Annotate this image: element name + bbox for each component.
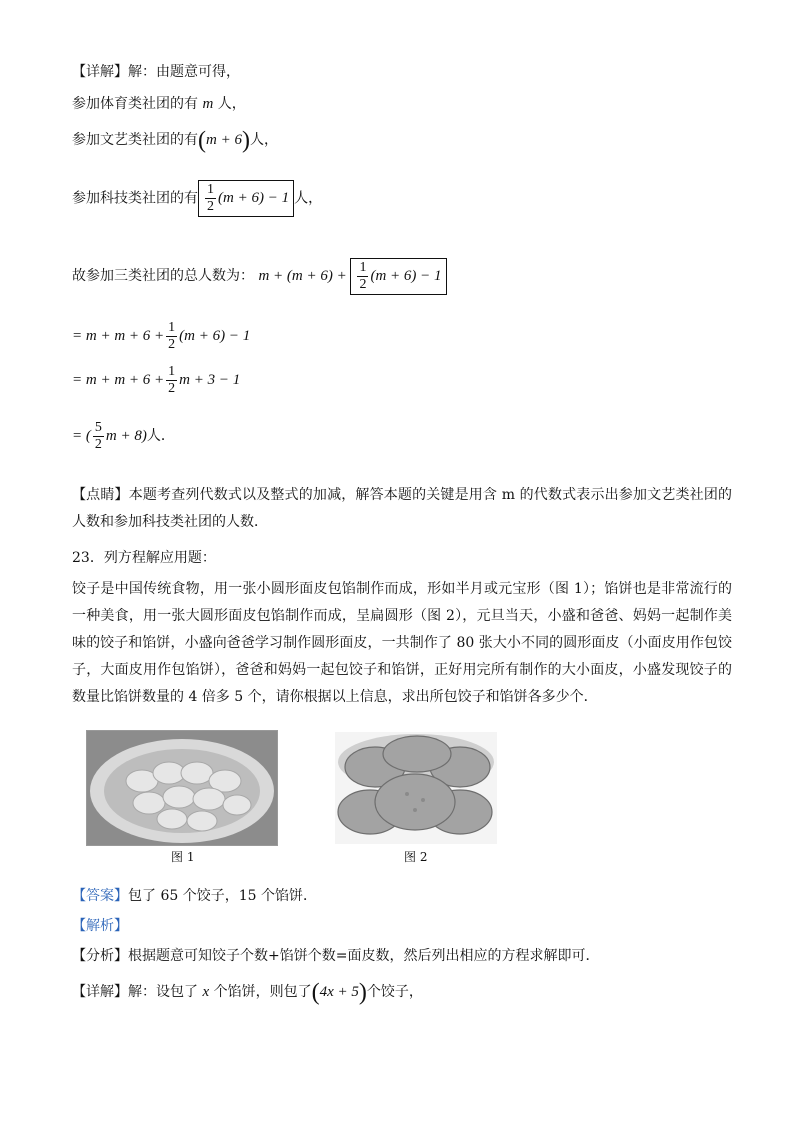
detail2-expr: (4x + 5) xyxy=(311,979,367,1006)
dumplings-image xyxy=(87,731,277,845)
q23-body: 饺子是中国传统食物，用一张小圆形面皮包馅制作而成，形如半月或元宝形（图 1）；馅饼也是非常流行的一种美食，用一张大圆形面皮包馅制作而成，呈扁圆形（图 2），元旦当天，小盛和爸爸、妈妈一起制作美味的饺子和馅饼，小盛向爸爸学习制作圆形面皮，一共制作了 80 张大小不同的圆形面皮（小面皮用作包饺子，大面皮用作包馅饼），爸爸和妈妈一起包饺子和馅饼，正好用完所有制作的大小面皮，小盛发现饺子的数量比馅饼数量的 4 倍多 5 个，请你根据以上信息，求出所包饺子和馅饼各多少个． xyxy=(72,581,732,705)
analysis2-text: 根据题意可知饺子个数+馅饼个数=面皮数，然后列出相应的方程求解即可． xyxy=(128,948,600,964)
analysis2-line xyxy=(72,946,599,966)
tech-suffix: 人， xyxy=(294,190,323,207)
tech-expr: $\frac{1}{2}$ (m + 6) − 1 xyxy=(198,180,294,217)
fig1-caption: 图 1 xyxy=(171,850,195,864)
fig2-caption: 图 2 xyxy=(404,850,428,864)
detail2-label: 【详解】 xyxy=(72,984,128,1000)
detail2-text-a: 解：设包了 xyxy=(128,984,198,1000)
detail2-var: x xyxy=(202,984,210,1000)
arts-prefix: 参加文艺类社团的有 xyxy=(72,132,198,148)
detail2-line xyxy=(72,979,423,1006)
comment-paragraph xyxy=(72,482,732,536)
answer-label: 【答案】 xyxy=(72,888,128,904)
arts-expr: (m + 6) xyxy=(198,127,250,154)
sports-line xyxy=(72,94,246,114)
pancakes-image xyxy=(335,732,497,844)
step1-line: = m + m + 6 + $\frac{1}{2}$ (m + 6) − 1 xyxy=(72,320,251,352)
analysis2-label: 【分析】 xyxy=(72,948,128,964)
tech-line xyxy=(72,180,322,217)
arts-line xyxy=(72,127,278,154)
comment-label: 【点睛】 xyxy=(72,487,129,503)
dumplings-photo xyxy=(86,730,278,846)
comment-text: 本题考查列代数式以及整式的加减，解答本题的关键是用含 m 的代数式表示出参加文艺类社团的人数和参加科技类社团的人数． xyxy=(72,487,732,530)
total-line xyxy=(72,258,447,295)
answer-line xyxy=(72,886,317,906)
sports-var: m xyxy=(202,96,214,112)
answer-text: 包了 65 个饺子，15 个馅饼． xyxy=(128,888,317,904)
tech-prefix: 参加科技类社团的有 xyxy=(72,190,198,207)
step3-line: = ( $\frac{5}{2}$ m + 8)人． xyxy=(72,420,175,452)
pancakes-photo xyxy=(335,732,497,844)
step2-line: = m + m + 6 + $\frac{1}{2}$ m + 3 − 1 xyxy=(72,364,241,396)
detail-line-intro xyxy=(72,62,240,82)
detail2-text-c: 个饺子， xyxy=(366,984,423,1000)
analysis-label: 【解析】 xyxy=(72,918,128,934)
total-prefix: 故参加三类社团的总人数为： xyxy=(72,267,254,284)
sports-suffix: 人， xyxy=(217,96,246,112)
arts-suffix: 人， xyxy=(249,132,278,148)
total-expr: m + (m + 6) + $\frac{1}{2}$ (m + 6) − 1 xyxy=(258,268,446,284)
q23-title: 23．列方程解应用题： xyxy=(72,550,216,566)
sports-prefix: 参加体育类社团的有 xyxy=(72,96,198,112)
detail-intro: 解：由题意可得， xyxy=(128,64,240,80)
detail2-text-b: 个馅饼，则包了 xyxy=(213,984,312,1000)
detail-label: 【详解】 xyxy=(72,64,128,80)
